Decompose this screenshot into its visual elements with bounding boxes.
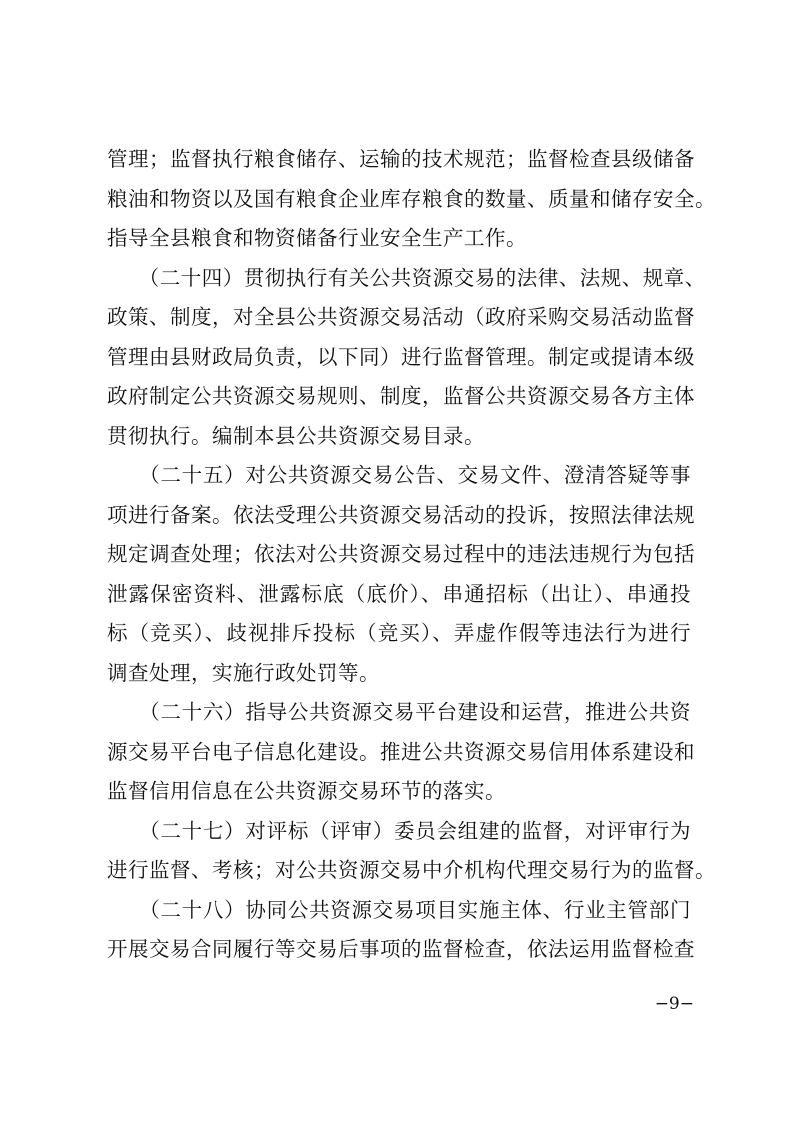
text-line: 政府制定公共资源交易规则、制度，监督公共资源交易各方主体 [107,384,695,408]
paragraph-item-25 [107,456,695,693]
text-line: （二十六）指导公共资源交易平台建设和运营，推进公共资 [107,700,691,724]
text-line: 泄露保密资料、泄露标底（底价）、串通招标（出让）、串通投 [107,581,691,606]
text-line: （二十七）对评标（评审）委员会组建的监督，对评审行为 [107,818,691,843]
text-line: （二十五）对公共资源交易公告、交易文件、澄清答疑等事 [107,463,691,487]
text-line: （二十八）协同公共资源交易项目实施主体、行业主管部门 [107,897,691,922]
text-line: 开展交易合同履行等交易后事项的监督检查，依法运用监督检查 [107,937,695,961]
page-number: −9− [654,994,694,1014]
text-line: 进行监督、考核；对公共资源交易中介机构代理交易行为的监督。 [107,858,716,882]
text-line: 贯彻执行。编制本县公共资源交易目录。 [107,423,485,448]
paragraph-item-26 [107,693,695,812]
text-line: 源交易平台电子信息化建设。推进公共资源交易信用体系建设和 [107,739,695,764]
paragraph-item-27 [107,812,716,891]
text-line: 指导全县粮食和物资储备行业安全生产工作。 [107,226,527,250]
paragraph-item-24 [107,259,706,457]
text-line: 标（竞买）、歧视排斥投标（竞买）、弄虚作假等违法行为进行 [107,621,691,645]
text-line: 管理由县财政局负责，以下同）进行监督管理。制定或提请本级 [107,344,695,369]
text-line: 粮油和物资以及国有粮食企业库存粮食的数量、质量和储存安全。 [107,186,716,211]
text-line: （二十四）贯彻执行有关公共资源交易的法律、法规、规章、 [107,265,706,290]
text-line: 调查处理，实施行政处罚等。 [107,660,380,685]
text-line: 项进行备案。依法受理公共资源交易活动的投诉，按照法律法规 [107,502,695,527]
text-line: 管理；监督执行粮食储存、运输的技术规范；监督检查县级储备 [107,147,695,171]
paragraph-item-28 [107,891,695,970]
text-line: 政策、制度，对全县公共资源交易活动（政府采购交易活动监督 [107,305,695,329]
text-line: 监督信用信息在公共资源交易环节的落实。 [107,779,506,803]
text-line: 规定调查处理；依法对公共资源交易过程中的违法违规行为包括 [107,542,695,566]
paragraph-continuation [107,140,716,259]
body-text [107,140,716,970]
